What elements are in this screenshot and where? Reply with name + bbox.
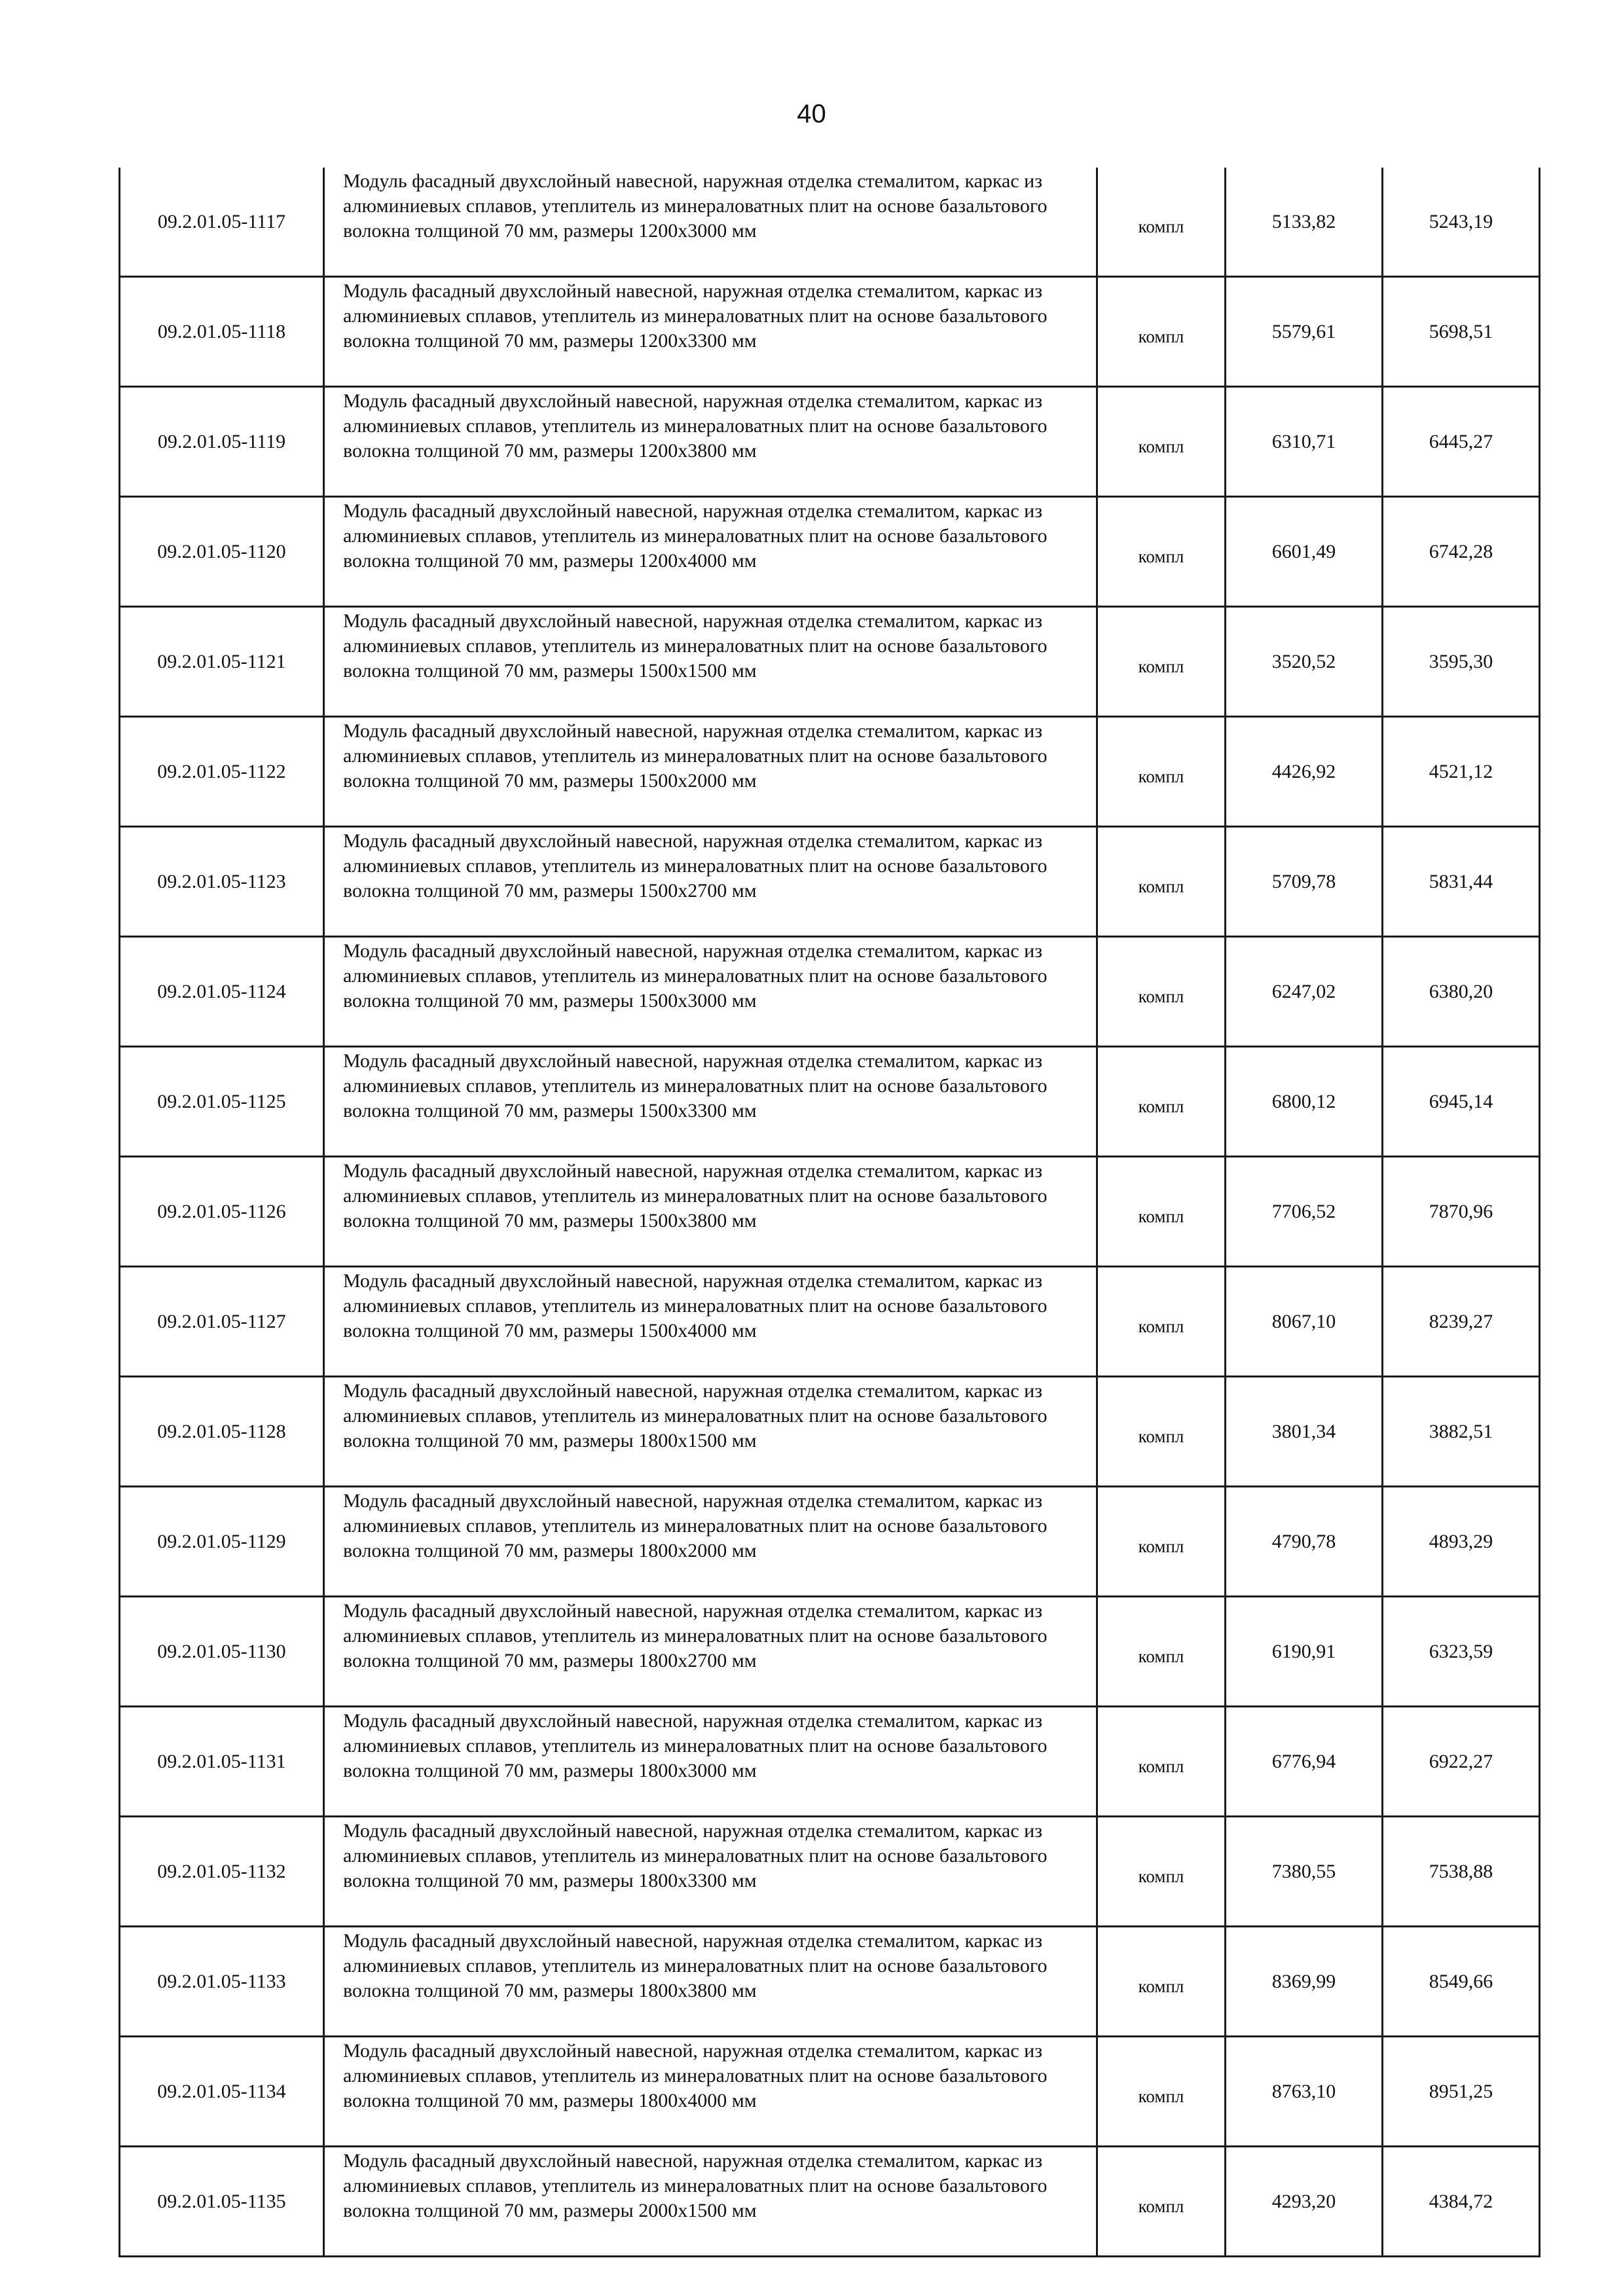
row-price-1: 5133,82 — [1226, 168, 1383, 277]
row-price-2: 5831,44 — [1383, 827, 1540, 937]
row-price-1: 6247,02 — [1226, 937, 1383, 1047]
row-unit: компл — [1097, 1047, 1226, 1157]
row-code: 09.2.01.05-1133 — [120, 1927, 324, 2037]
row-price-2: 6445,27 — [1383, 387, 1540, 497]
row-code: 09.2.01.05-1131 — [120, 1707, 324, 1817]
row-description-text: Модуль фасадный двухслойный навесной, наружная отделка стемалитом, каркас из алюминиевых сплавов, утеплитель из минераловатных плит на основе базальтового волокна толщиной 70 мм, размеры 1500х1500 мм — [343, 610, 1048, 682]
row-price-2: 6922,27 — [1383, 1707, 1540, 1817]
row-description-text: Модуль фасадный двухслойный навесной, наружная отделка стемалитом, каркас из алюминиевых сплавов, утеплитель из минераловатных плит на основе базальтового волокна толщиной 70 мм, размеры 1800х2000 мм — [343, 1490, 1048, 1561]
row-price-1: 6800,12 — [1226, 1047, 1383, 1157]
row-description — [324, 2147, 1097, 2257]
row-unit: компл — [1097, 1267, 1226, 1377]
row-unit: компл — [1097, 937, 1226, 1047]
row-price-1: 7706,52 — [1226, 1157, 1383, 1267]
price-table-body — [120, 168, 1540, 2257]
row-description-text: Модуль фасадный двухслойный навесной, наружная отделка стемалитом, каркас из алюминиевых сплавов, утеплитель из минераловатных плит на основе базальтового волокна толщиной 70 мм, размеры 1800х3300 мм — [343, 1820, 1048, 1891]
row-price-2: 7870,96 — [1383, 1157, 1540, 1267]
row-price-1: 4426,92 — [1226, 717, 1383, 827]
row-price-2: 5698,51 — [1383, 277, 1540, 387]
row-code: 09.2.01.05-1132 — [120, 1817, 324, 1927]
row-description — [324, 1377, 1097, 1487]
row-price-1: 8369,99 — [1226, 1927, 1383, 2037]
row-unit: компл — [1097, 607, 1226, 717]
table-row — [120, 1707, 1540, 1817]
row-unit: компл — [1097, 277, 1226, 387]
price-table — [119, 168, 1541, 2257]
table-row — [120, 497, 1540, 607]
row-price-1: 8067,10 — [1226, 1267, 1383, 1377]
row-code: 09.2.01.05-1125 — [120, 1047, 324, 1157]
row-code: 09.2.01.05-1134 — [120, 2037, 324, 2147]
row-price-1: 5579,61 — [1226, 277, 1383, 387]
row-unit: компл — [1097, 2037, 1226, 2147]
row-price-1: 6776,94 — [1226, 1707, 1383, 1817]
row-price-1: 6190,91 — [1226, 1597, 1383, 1707]
row-unit: компл — [1097, 717, 1226, 827]
table-row — [120, 937, 1540, 1047]
row-description — [324, 1927, 1097, 2037]
row-price-2: 6742,28 — [1383, 497, 1540, 607]
row-description-text: Модуль фасадный двухслойный навесной, наружная отделка стемалитом, каркас из алюминиевых сплавов, утеплитель из минераловатных плит на основе базальтового волокна толщиной 70 мм, размеры 1800х4000 мм — [343, 2040, 1048, 2111]
row-description — [324, 607, 1097, 717]
row-price-1: 3801,34 — [1226, 1377, 1383, 1487]
row-code: 09.2.01.05-1124 — [120, 937, 324, 1047]
table-row — [120, 387, 1540, 497]
row-description-text: Модуль фасадный двухслойный навесной, наружная отделка стемалитом, каркас из алюминиевых сплавов, утеплитель из минераловатных плит на основе базальтового волокна толщиной 70 мм, размеры 1800х3800 мм — [343, 1930, 1048, 2001]
row-description — [324, 277, 1097, 387]
table-row — [120, 1267, 1540, 1377]
row-price-2: 5243,19 — [1383, 168, 1540, 277]
table-row — [120, 1157, 1540, 1267]
row-code: 09.2.01.05-1129 — [120, 1487, 324, 1597]
row-description-text: Модуль фасадный двухслойный навесной, наружная отделка стемалитом, каркас из алюминиевых сплавов, утеплитель из минераловатных плит на основе базальтового волокна толщиной 70 мм, размеры 1500х3300 мм — [343, 1050, 1048, 1121]
row-price-2: 8951,25 — [1383, 2037, 1540, 2147]
row-code: 09.2.01.05-1130 — [120, 1597, 324, 1707]
row-description — [324, 717, 1097, 827]
row-price-1: 6310,71 — [1226, 387, 1383, 497]
row-code: 09.2.01.05-1118 — [120, 277, 324, 387]
row-price-2: 8549,66 — [1383, 1927, 1540, 2037]
row-price-2: 6323,59 — [1383, 1597, 1540, 1707]
row-description — [324, 387, 1097, 497]
table-row — [120, 827, 1540, 937]
table-row — [120, 1377, 1540, 1487]
row-description-text: Модуль фасадный двухслойный навесной, наружная отделка стемалитом, каркас из алюминиевых сплавов, утеплитель из минераловатных плит на основе базальтового волокна толщиной 70 мм, размеры 1200х3300 мм — [343, 280, 1048, 352]
row-description — [324, 168, 1097, 277]
row-description-text: Модуль фасадный двухслойный навесной, наружная отделка стемалитом, каркас из алюминиевых сплавов, утеплитель из минераловатных плит на основе базальтового волокна толщиной 70 мм, размеры 1500х3000 мм — [343, 940, 1048, 1011]
row-price-1: 8763,10 — [1226, 2037, 1383, 2147]
row-unit: компл — [1097, 1487, 1226, 1597]
row-code: 09.2.01.05-1121 — [120, 607, 324, 717]
row-price-2: 4521,12 — [1383, 717, 1540, 827]
table-row — [120, 1597, 1540, 1707]
row-code: 09.2.01.05-1119 — [120, 387, 324, 497]
page-number: 40 — [797, 100, 826, 128]
row-description — [324, 2037, 1097, 2147]
row-price-2: 4893,29 — [1383, 1487, 1540, 1597]
row-code: 09.2.01.05-1120 — [120, 497, 324, 607]
row-code: 09.2.01.05-1122 — [120, 717, 324, 827]
row-code: 09.2.01.05-1135 — [120, 2147, 324, 2257]
row-unit: компл — [1097, 1707, 1226, 1817]
row-unit: компл — [1097, 1817, 1226, 1927]
row-unit: компл — [1097, 1927, 1226, 2037]
row-unit: компл — [1097, 1597, 1226, 1707]
row-price-1: 3520,52 — [1226, 607, 1383, 717]
row-description-text: Модуль фасадный двухслойный навесной, наружная отделка стемалитом, каркас из алюминиевых сплавов, утеплитель из минераловатных плит на основе базальтового волокна толщиной 70 мм, размеры 1800х1500 мм — [343, 1380, 1048, 1451]
row-description-text: Модуль фасадный двухслойный навесной, наружная отделка стемалитом, каркас из алюминиевых сплавов, утеплитель из минераловатных плит на основе базальтового волокна толщиной 70 мм, размеры 1800х2700 мм — [343, 1600, 1048, 1671]
row-description — [324, 937, 1097, 1047]
row-code: 09.2.01.05-1123 — [120, 827, 324, 937]
row-description — [324, 497, 1097, 607]
table-row — [120, 168, 1540, 277]
row-price-1: 7380,55 — [1226, 1817, 1383, 1927]
row-code: 09.2.01.05-1128 — [120, 1377, 324, 1487]
row-price-2: 6380,20 — [1383, 937, 1540, 1047]
row-unit: компл — [1097, 827, 1226, 937]
row-description — [324, 1047, 1097, 1157]
row-price-1: 4293,20 — [1226, 2147, 1383, 2257]
row-unit: компл — [1097, 387, 1226, 497]
row-unit: компл — [1097, 497, 1226, 607]
row-price-2: 8239,27 — [1383, 1267, 1540, 1377]
table-row — [120, 2147, 1540, 2257]
table-row — [120, 277, 1540, 387]
row-code: 09.2.01.05-1126 — [120, 1157, 324, 1267]
row-description-text: Модуль фасадный двухслойный навесной, наружная отделка стемалитом, каркас из алюминиевых сплавов, утеплитель из минераловатных плит на основе базальтового волокна толщиной 70 мм, размеры 1500х2000 мм — [343, 720, 1048, 792]
row-description — [324, 1157, 1097, 1267]
row-description-text: Модуль фасадный двухслойный навесной, наружная отделка стемалитом, каркас из алюминиевых сплавов, утеплитель из минераловатных плит на основе базальтового волокна толщиной 70 мм, размеры 2000х1500 мм — [343, 2150, 1048, 2221]
table-row — [120, 717, 1540, 827]
row-description — [324, 827, 1097, 937]
row-price-2: 3595,30 — [1383, 607, 1540, 717]
row-description-text: Модуль фасадный двухслойный навесной, наружная отделка стемалитом, каркас из алюминиевых сплавов, утеплитель из минераловатных плит на основе базальтового волокна толщиной 70 мм, размеры 1200х3000 мм — [343, 170, 1048, 242]
row-description — [324, 1267, 1097, 1377]
row-description — [324, 1597, 1097, 1707]
row-price-2: 4384,72 — [1383, 2147, 1540, 2257]
table-row — [120, 1817, 1540, 1927]
row-description — [324, 1817, 1097, 1927]
row-price-1: 5709,78 — [1226, 827, 1383, 937]
row-unit: компл — [1097, 168, 1226, 277]
table-row — [120, 2037, 1540, 2147]
row-description-text: Модуль фасадный двухслойный навесной, наружная отделка стемалитом, каркас из алюминиевых сплавов, утеплитель из минераловатных плит на основе базальтового волокна толщиной 70 мм, размеры 1200х3800 мм — [343, 390, 1048, 462]
row-unit: компл — [1097, 1377, 1226, 1487]
row-price-1: 6601,49 — [1226, 497, 1383, 607]
table-row — [120, 607, 1540, 717]
row-description-text: Модуль фасадный двухслойный навесной, наружная отделка стемалитом, каркас из алюминиевых сплавов, утеплитель из минераловатных плит на основе базальтового волокна толщиной 70 мм, размеры 1500х3800 мм — [343, 1160, 1048, 1231]
table-row — [120, 1927, 1540, 2037]
row-description — [324, 1487, 1097, 1597]
row-description-text: Модуль фасадный двухслойный навесной, наружная отделка стемалитом, каркас из алюминиевых сплавов, утеплитель из минераловатных плит на основе базальтового волокна толщиной 70 мм, размеры 1500х2700 мм — [343, 830, 1048, 902]
table-row — [120, 1487, 1540, 1597]
row-description-text: Модуль фасадный двухслойный навесной, наружная отделка стемалитом, каркас из алюминиевых сплавов, утеплитель из минераловатных плит на основе базальтового волокна толщиной 70 мм, размеры 1200х4000 мм — [343, 500, 1048, 572]
row-description-text: Модуль фасадный двухслойный навесной, наружная отделка стемалитом, каркас из алюминиевых сплавов, утеплитель из минераловатных плит на основе базальтового волокна толщиной 70 мм, размеры 1500х4000 мм — [343, 1270, 1048, 1341]
row-unit: компл — [1097, 1157, 1226, 1267]
row-description-text: Модуль фасадный двухслойный навесной, наружная отделка стемалитом, каркас из алюминиевых сплавов, утеплитель из минераловатных плит на основе базальтового волокна толщиной 70 мм, размеры 1800х3000 мм — [343, 1710, 1048, 1781]
row-description — [324, 1707, 1097, 1817]
table-row — [120, 1047, 1540, 1157]
row-unit: компл — [1097, 2147, 1226, 2257]
row-code: 09.2.01.05-1117 — [120, 168, 324, 277]
row-price-2: 6945,14 — [1383, 1047, 1540, 1157]
row-price-2: 7538,88 — [1383, 1817, 1540, 1927]
row-price-2: 3882,51 — [1383, 1377, 1540, 1487]
row-code: 09.2.01.05-1127 — [120, 1267, 324, 1377]
row-price-1: 4790,78 — [1226, 1487, 1383, 1597]
